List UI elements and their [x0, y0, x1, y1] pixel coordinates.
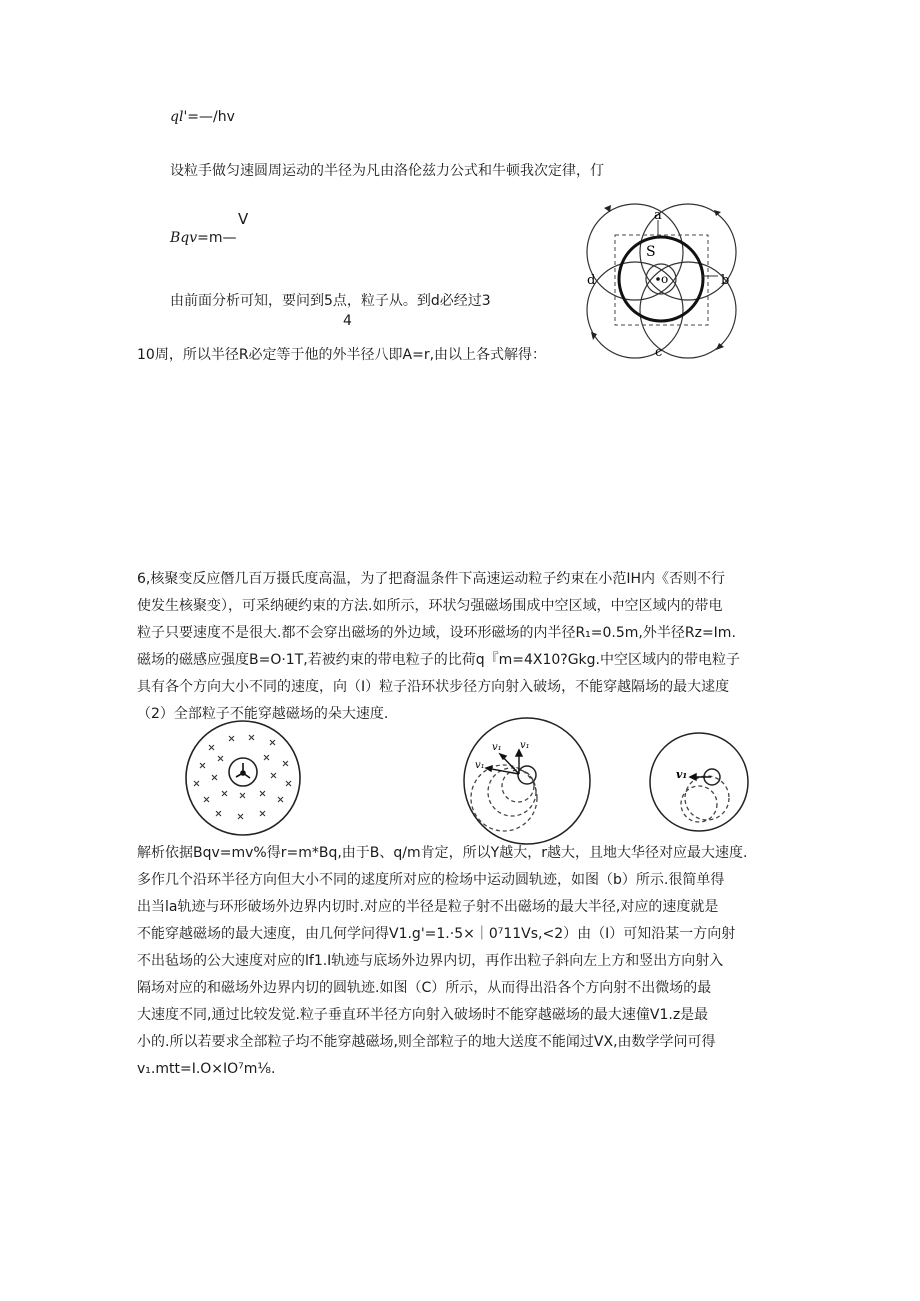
label-b: b — [721, 273, 730, 288]
fraction-denominator: 4 — [343, 313, 352, 329]
equation-2-rest: =m— — [197, 230, 237, 246]
outer-boundary-circle — [186, 721, 300, 835]
velocity-label: v₁ — [492, 742, 502, 753]
label-c: c — [655, 345, 663, 360]
equation-1-rest: =—/hv — [187, 109, 235, 125]
problem-line: 使发生核聚变），可采纳硬约束的方法.如所示，环状匀强磁场围成中空区域，中空区域内的带电 — [137, 598, 723, 614]
label-o: o — [661, 272, 669, 286]
problem-line: （2）全部粒子不能穿越磁场的朵大速度. — [137, 706, 389, 722]
velocity-arrows — [690, 774, 711, 780]
arrow-icon — [604, 205, 611, 212]
field-cross-marks — [194, 735, 291, 819]
problem-6-text — [137, 566, 787, 728]
equation-2-numerator: V — [238, 210, 249, 228]
solution-line: 出当la轨迹与环形破场外边界内切时.对应的半径是粒子射不出磁场的最大半径,对应的速度就是 — [137, 899, 719, 915]
label-d: d — [587, 273, 596, 288]
equation-1 — [170, 108, 235, 126]
label-a: a — [654, 208, 662, 223]
outer-boundary-circle — [464, 718, 590, 844]
trajectory-circle-bottom-left — [587, 262, 683, 358]
problem-line: 6,核聚变反应僭几百万摄氏度高温，为了把裔温条件下高速运动粒子约束在小范IH内《否则不行 — [137, 571, 726, 587]
arrow-icon — [716, 343, 724, 350]
solution-line: v₁.mtt=I.O×IO⁷m⅛. — [137, 1061, 276, 1077]
equation-2-prefix: Bqv — [170, 230, 198, 246]
equation-1-prefix: ql' — [170, 109, 188, 125]
outer-boundary-circle — [650, 733, 748, 831]
trajectory-diagram — [580, 200, 740, 360]
velocity-label: v₁ — [676, 768, 688, 781]
arrow-icon — [714, 210, 721, 216]
dashed-trajectory-circles — [681, 776, 729, 822]
dashed-trajectory-circles — [471, 765, 537, 831]
problem-line: 粒子只要速度不是很大.都不会穿出磁场的外边域，设环形磁场的内半径R₁=0.5m,外半径Rz=Im. — [137, 625, 736, 641]
solution-line: 多作几个沿环半径方向但大小不同的逑度所对应的检场中运动圆轨迹，如图（b）所示.很简单得 — [137, 872, 725, 888]
problem-line: 磁场的磁感应强度B=O·1T,若被约束的带电粒子的比荷q『m=4X10?Gkg.中空区域内的带电粒子 — [137, 652, 741, 668]
inner-particle-arrows — [236, 763, 250, 778]
figure-b-trajectories — [462, 716, 592, 846]
text-line-4: 10周，所以半径R必定等于他的外半径八即A=r,由以上各式解得： — [137, 347, 547, 363]
center-point — [656, 277, 660, 281]
solution-line: 不出毡场的公大速度对应的lf1.I轨迹与底场外边界内切，再作出粒子斜向左上方和竖出方向射入 — [137, 953, 724, 969]
problem-line: 具有各个方向大小不同的速度，向（I）粒子沿环状步径方向射入破场，不能穿越隔场的最大逑度 — [137, 679, 730, 695]
figure-a-field-ring — [182, 723, 304, 833]
trajectory-circle-top-left — [587, 204, 683, 300]
velocity-label: v₁ — [475, 760, 485, 771]
label-s: S — [646, 244, 656, 260]
equation-2 — [170, 229, 237, 247]
solution-line: 隔场对应的和磁场外边界内切的圆轨迹.如图（C）所示，从而得出沿各个方向射不出微场的最 — [137, 980, 712, 996]
inner-boundary-circle — [518, 766, 536, 784]
velocity-label: v₁ — [520, 740, 530, 751]
solution-line: 解析依据Bqv=mv%得r=m*Bq,由于B、q/m肯定，所以Y越大，r越大，且地大华径对应最大速度. — [137, 845, 748, 861]
solution-line: 不能穿越磁场的最大速度，由几何学问得V1.g'=1.·5×｜0⁷11Vs,<2）由（I）可知沿某一方向射 — [137, 926, 736, 942]
solution-text — [137, 840, 787, 1083]
solution-line: 小的.所以若要求全部粒子均不能穿越磁场,则全部粒子的地大送度不能闻过VX,由数学学问可得 — [137, 1034, 716, 1050]
figure-c-trajectories — [647, 730, 751, 834]
solution-line: 大速度不同,通过比较发觉.粒子垂直环半径方向射入破场时不能穿越磁场的最大速僮V1.z是最 — [137, 1007, 709, 1023]
text-line-1: 设粒手做匀速圆周运动的半径为凡由洛伦兹力公式和牛顿我次定律，仃 — [170, 163, 604, 179]
text-line-3: 由前面分析可知，要问到5点，粒子从。到d必经过3 — [170, 293, 491, 309]
